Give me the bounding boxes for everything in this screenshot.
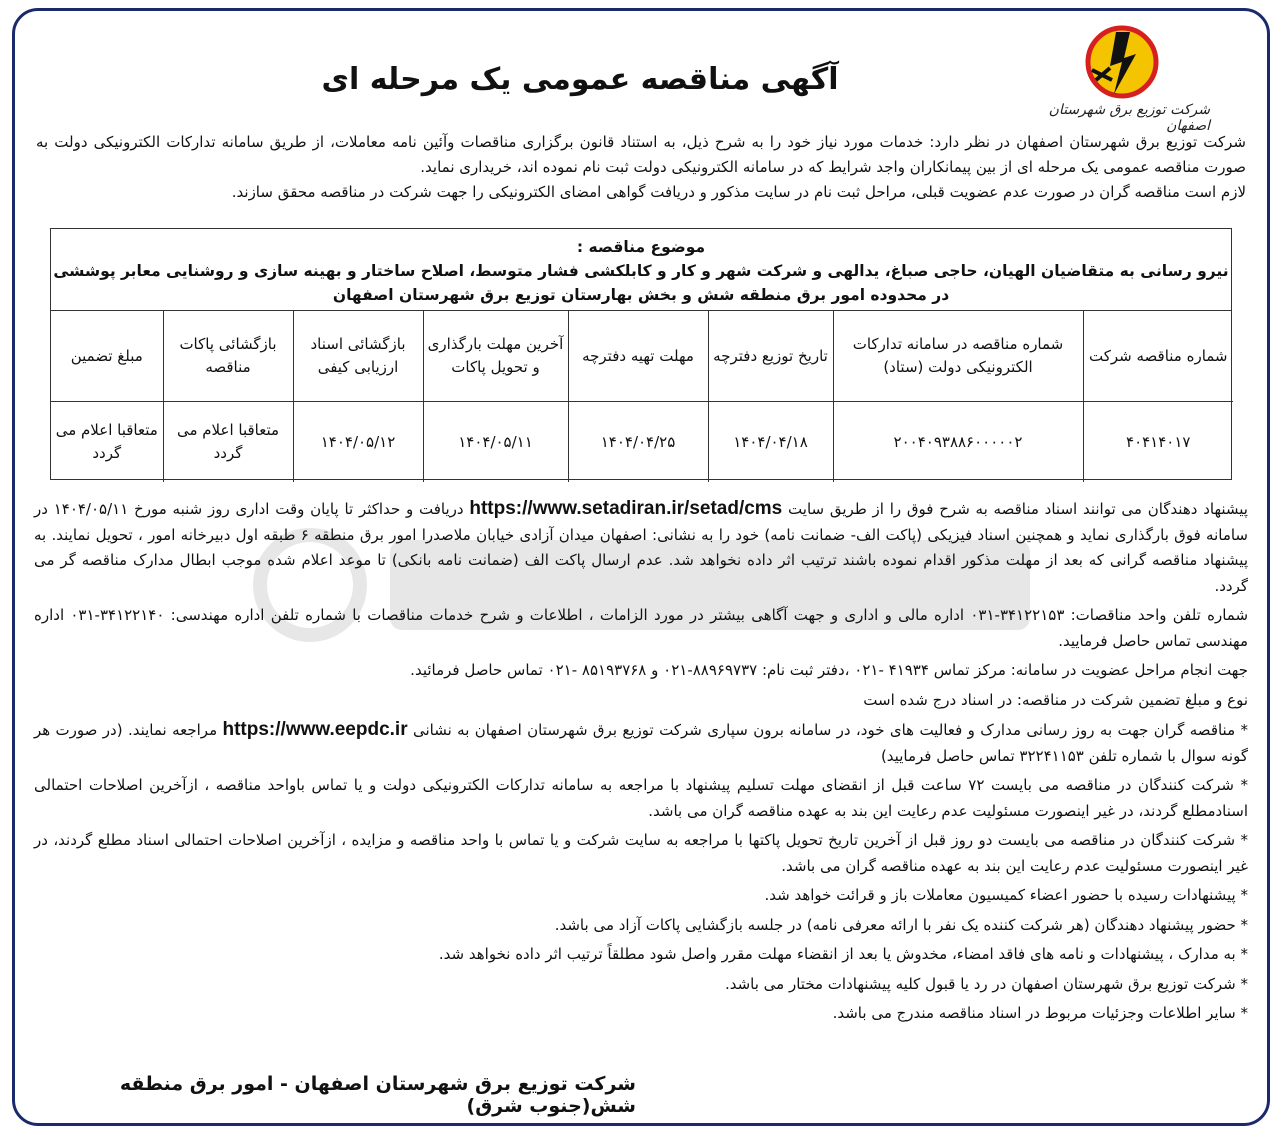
body-text: * مناقصه گران جهت به روز رسانی مدارک و فعالیت های خود، در سامانه برون سپاری شرکت توزیع برق شهرستان اصفهان به نشانی	[412, 721, 1248, 739]
body-paragraph: * حضور پیشنهاد دهندگان (هر شرکت کننده یک نفر با ارائه معرفی نامه) در جلسه بازگشایی پاکات آزاد می باشد.	[554, 915, 1248, 934]
header-cell: مهلت تهیه دفترچه	[568, 311, 708, 402]
body-paragraph: جهت انجام مراحل عضویت در سامانه: مرکز تماس ۴۱۹۳۴ -۰۲۱ ،دفتر ثبت نام: ۸۸۹۶۹۷۳۷-۰۲۱ و ۸۵۱۹۳۷۶۸ -۰۲۱ تماس حاصل فرمائید.	[410, 661, 1248, 679]
header-cell: تاریخ توزیع دفترچه	[708, 311, 833, 402]
footer-signature: شرکت توزیع برق شهرستان اصفهان - امور برق منطقه شش(جنوب شرق)	[119, 1073, 636, 1117]
header-cell: شماره مناقصه شرکت	[1083, 311, 1233, 402]
table-header-row	[51, 311, 1233, 402]
header-cell: بازگشائی پاکات مناقصه	[163, 311, 293, 402]
subject-line: در محدوده امور برق منطقه شش و بخش بهارستان توزیع برق شهرستان اصفهان	[332, 286, 950, 304]
subject-label: موضوع مناقصه :	[576, 238, 706, 256]
lightning-logo-icon	[1082, 22, 1162, 102]
page-title: آگهی مناقصه عمومی یک مرحله ای	[321, 62, 839, 97]
body-text: پیشنهاد دهندگان می توانند اسناد مناقصه به شرح فوق را از طریق سایت	[788, 500, 1248, 518]
body-paragraph: * سایر اطلاعات وجزئیات مربوط در اسناد مناقصه مندرج می باشد.	[832, 1004, 1248, 1022]
header-cell: بازگشائی اسناد ارزیابی کیفی	[293, 311, 423, 402]
body-paragraph: * پیشنهادات رسیده با حضور اعضاء کمیسیون معاملات باز و قرائت خواهد شد.	[764, 886, 1248, 904]
body-paragraph: * شرکت کنندگان در مناقصه می بایست دو روز قبل از آخرین تاریخ تحویل پاکتها با مراجعه به سایت شرکت و یا تماس با واحد مناقصه و مزایده ، ازآخرین اصلاحات احتمالی اسناد مطلع گردند، در غیر اینصورت مسئولیت عدم رعایت این بند به عهده مناقصه گران می باشد.	[34, 831, 1248, 875]
tender-subject	[51, 229, 1231, 311]
table-cell: متعاقبا اعلام می گردد	[163, 402, 293, 483]
intro-section	[36, 130, 1246, 205]
tender-details-table	[51, 311, 1233, 482]
table-row	[51, 402, 1233, 483]
body-paragraph: * به مدارک ، پیشنهادات و نامه های فاقد امضاء، مخدوش یا بعد از انقضاء مهلت مقرر واصل شود مطلقاً ترتیب اثر داده نخواهد شد.	[438, 945, 1248, 963]
body-section	[34, 496, 1248, 1031]
body-paragraph: شماره تلفن واحد مناقصات: ۳۴۱۲۲۱۵۳-۰۳۱ اداره مالی و اداری و جهت آگاهی بیشتر در مورد الزامات ، اطلاعات و شرح خدمات مناقصات با شماره تلفن اداره مهندسی: ۳۴۱۲۲۱۴۰-۰۳۱ اداره مهندسی تماس حاصل فرمایید.	[34, 606, 1249, 650]
table-cell: ۲۰۰۴۰۹۳۸۸۶۰۰۰۰۰۲	[833, 402, 1083, 483]
body-paragraph: * شرکت توزیع برق شهرستان اصفهان در رد یا قبول کلیه پیشنهادات مختار می باشد.	[724, 974, 1248, 993]
body-paragraph: * شرکت کنندگان در مناقصه می بایست ۷۲ ساعت قبل از انقضای مهلت تسلیم پیشنهاد با مراجعه به سامانه تدارکات الکترونیکی دولت و یا تماس باواحد مناقصه ، ازآخرین اصلاحات احتمالی اسنادمطلع گردند، در غیر اینصورت مسئولیت عدم رعایت این بند به عهده مناقصه گران می باشد.	[34, 776, 1249, 820]
header-cell: شماره مناقصه در سامانه تدارکات الکترونیکی دولت (ستاد)	[833, 311, 1083, 402]
logo-company-name: شرکت توزیع برق شهرستان اصفهان	[1048, 102, 1210, 134]
body-paragraph	[34, 496, 1248, 599]
table-cell: متعاقبا اعلام می گردد	[51, 402, 163, 483]
table-cell: ۴۰۴۱۴۰۱۷	[1083, 402, 1233, 483]
body-text: دریافت و حداکثر تا پایان وقت اداری روز شنبه مورخ ۱۴۰۴/۰۵/۱۱ در سامانه فوق بارگذاری نماید و همچنین اسناد فیزیکی (پاکت الف- ضمانت نامه) خود را به نشانی: اصفهان میدان آزادی خیابان ملاصدرا امور برق منطقه ۶ طبقه اول دبیرخانه امور ، تحویل نمایند. به پیشنهاد مناقصه گرانی که بعد از مهلت مذکور اقدام نموده باشند ترتیب اثر داده نخواهد شد. عدم ارسال پاکت الف (ضمانت نامه بانکی) تا موعد اعلام شده موجب ابطال مدارک مناقصه گر می گردد.	[34, 500, 1248, 595]
table-cell: ۱۴۰۴/۰۵/۱۱	[423, 402, 568, 483]
eepdc-link[interactable]: https://www.eepdc.ir	[222, 719, 408, 740]
header-cell: مبلغ تضمین	[51, 311, 163, 402]
company-logo	[1020, 22, 1210, 134]
body-text: مراجعه نمایند. (در صورت هر گونه سوال با شماره تلفن ۳۲۲۴۱۱۵۳ تماس حاصل فرمایید)	[34, 721, 1248, 765]
subject-line: نیرو رسانی به متقاضیان الهیان، حاجی صباغ، یدالهی و شرکت شهر و کار و کابلکشی فشار متوسط، اصلاح ساختار و بهینه سازی و روشنایی معابر پوششی	[53, 262, 1229, 280]
setad-link[interactable]: https://www.setadiran.ir/setad/cms	[469, 498, 783, 519]
body-paragraph	[34, 717, 1248, 769]
table-cell: ۱۴۰۴/۰۴/۱۸	[708, 402, 833, 483]
intro-paragraph: شرکت توزیع برق شهرستان اصفهان در نظر دارد: خدمات مورد نیاز خود را به شرح ذیل، به استناد قانون برگزاری مناقصات وآئین نامه معاملات، از طریق سامانه تدارکات الکترونیکی دولت به صورت مناقصه عمومی یک مرحله ای از بین پیمانکاران واجد شرایط که در سامانه الکترونیکی دولت ثبت نام نموده اند، خریداری نماید.	[36, 133, 1246, 176]
header-cell: آخرین مهلت بارگذاری و تحویل پاکات	[423, 311, 568, 402]
table-cell: ۱۴۰۴/۰۵/۱۲	[293, 402, 423, 483]
body-paragraph: نوع و مبلغ تضمین شرکت در مناقصه: در اسناد درج شده است	[863, 690, 1248, 709]
tender-table	[50, 228, 1232, 480]
table-cell: ۱۴۰۴/۰۴/۲۵	[568, 402, 708, 483]
intro-paragraph: لازم است مناقصه گران در صورت عدم عضویت قبلی، مراحل ثبت نام در سایت مذکور و دریافت گواهی امضای الکترونیکی را جهت شرکت در مناقصه محقق سازند.	[231, 183, 1246, 201]
